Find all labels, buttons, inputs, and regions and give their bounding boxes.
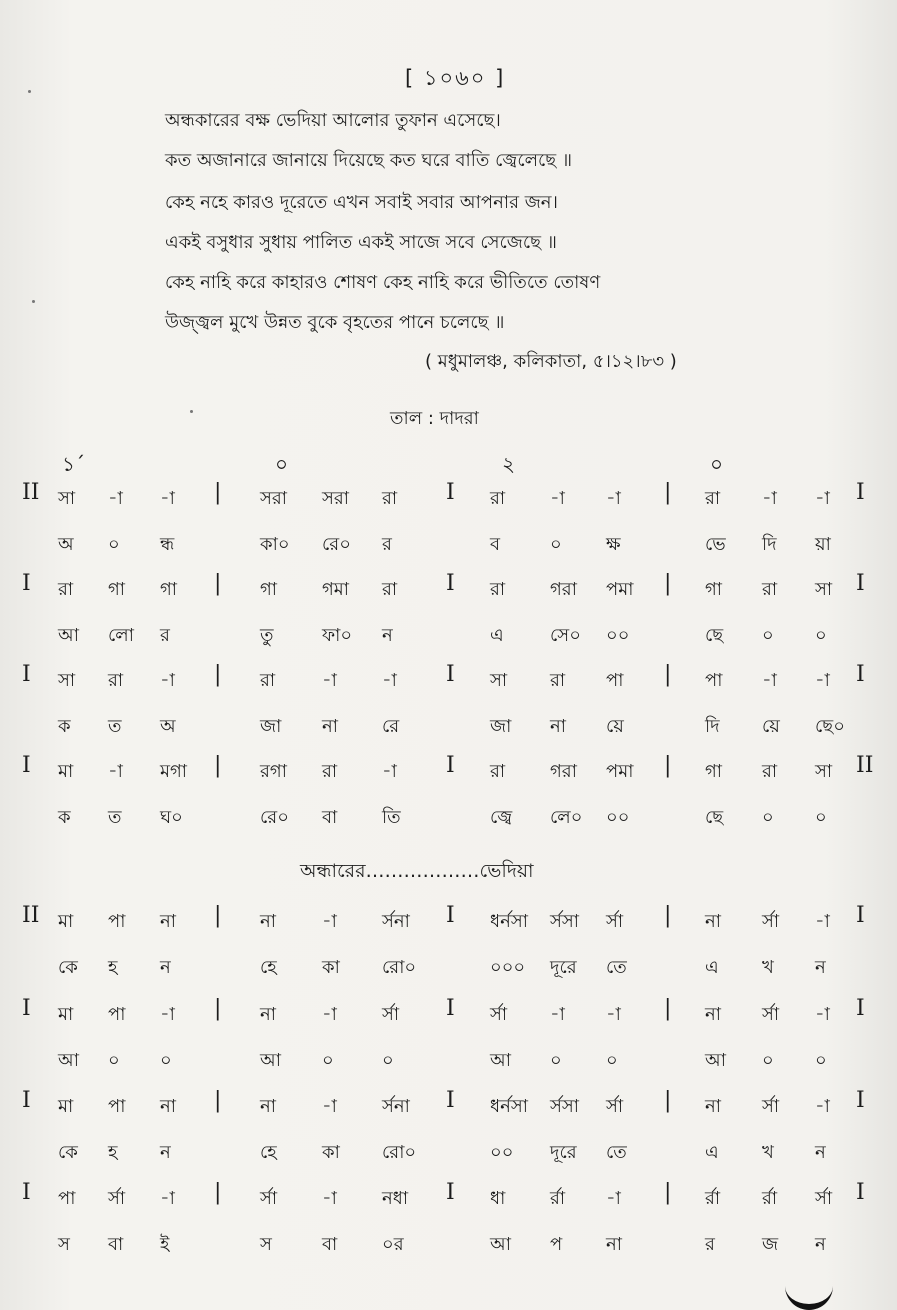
lyric-syllable: বা bbox=[322, 1234, 338, 1255]
lyric-syllable: আ bbox=[58, 625, 79, 646]
lyric-syllable: ই bbox=[160, 1234, 170, 1255]
lyric-syllable: ন bbox=[160, 957, 171, 978]
swara-note: -া bbox=[762, 670, 777, 691]
lyric-syllable: আ bbox=[490, 1050, 511, 1071]
lyric-syllable: কা bbox=[322, 957, 340, 978]
lyric-syllable: ন bbox=[160, 1142, 171, 1163]
lyric-syllable: ন bbox=[382, 625, 393, 646]
barline: I bbox=[446, 996, 455, 1021]
barline: | bbox=[214, 571, 222, 596]
lyric-syllable: ০০০ bbox=[490, 957, 526, 978]
lyric-syllable: ব bbox=[490, 534, 501, 555]
swara-note: র্সসা bbox=[550, 1096, 580, 1117]
page-number: [ ১০৬০ ] bbox=[405, 66, 506, 90]
swara-note: সা bbox=[815, 761, 833, 782]
lyric-syllable: রো০ bbox=[382, 957, 417, 978]
swara-note: সা bbox=[58, 670, 76, 691]
barline: I bbox=[446, 662, 455, 687]
lyric-syllable: ০০ bbox=[490, 1142, 514, 1163]
lyric-syllable: প bbox=[550, 1234, 563, 1255]
swara-note: রা bbox=[382, 579, 398, 600]
lyric-syllable: লে০ bbox=[550, 807, 583, 828]
section-heading: অন্ধারের………………ভেদিয়া bbox=[300, 860, 534, 882]
lyric-syllable: তি bbox=[382, 807, 401, 828]
barline: I bbox=[446, 571, 455, 596]
lyric-syllable: আ bbox=[58, 1050, 79, 1071]
lyric-syllable: জ bbox=[762, 1234, 779, 1255]
lyric-syllable: ছে bbox=[705, 807, 724, 828]
swara-note: র্সা bbox=[490, 1004, 508, 1025]
swara-note: -া bbox=[108, 488, 123, 509]
barline: | bbox=[664, 1088, 672, 1113]
lyric-syllable: জা bbox=[490, 716, 512, 737]
lyric-syllable: দি bbox=[705, 716, 720, 737]
barline-start: I bbox=[22, 1180, 31, 1205]
lyric-syllable: ০ bbox=[762, 625, 774, 646]
swara-note: র্সা bbox=[606, 911, 624, 932]
lyric-syllable: সে০ bbox=[550, 625, 581, 646]
swara-note: -া bbox=[322, 670, 337, 691]
swara-note: গা bbox=[705, 579, 723, 600]
lyric-syllable: কে bbox=[58, 1142, 78, 1163]
swara-note: পা bbox=[108, 911, 126, 932]
swara-note: পা bbox=[606, 670, 624, 691]
swara-note: না bbox=[260, 1096, 276, 1117]
barline-end: I bbox=[856, 1180, 865, 1205]
lyric-syllable: বা bbox=[108, 1234, 124, 1255]
swara-note: না bbox=[705, 911, 721, 932]
barline: I bbox=[446, 480, 455, 505]
swara-note: -া bbox=[160, 1004, 175, 1025]
swara-note: -া bbox=[160, 488, 175, 509]
swara-note: পা bbox=[705, 670, 723, 691]
paper-speck bbox=[32, 300, 35, 303]
lyric-syllable: অ bbox=[160, 716, 176, 737]
lyric-syllable: র bbox=[705, 1234, 715, 1255]
lyric-syllable: ০ bbox=[762, 1050, 774, 1071]
swara-note: ধা bbox=[490, 1188, 506, 1209]
swara-note: -া bbox=[762, 488, 777, 509]
lyric-syllable: এ bbox=[705, 957, 719, 978]
swara-note: গরা bbox=[550, 579, 577, 600]
swara-note: র্সা bbox=[762, 911, 780, 932]
lyric-syllable: ন bbox=[815, 1234, 826, 1255]
swara-note: -া bbox=[815, 1096, 830, 1117]
swara-note: -া bbox=[382, 761, 397, 782]
lyric-syllable: ০র bbox=[382, 1234, 404, 1255]
lyric-syllable: কা bbox=[322, 1142, 340, 1163]
swara-note: রা bbox=[705, 488, 721, 509]
lyric-syllable: ০ bbox=[550, 534, 562, 555]
lyric-syllable: হ bbox=[108, 1142, 118, 1163]
lyric-syllable: আ bbox=[705, 1050, 726, 1071]
lyric-syllable: র bbox=[160, 625, 170, 646]
lyric-syllable: ক bbox=[58, 716, 71, 737]
lyric-syllable: স bbox=[58, 1234, 70, 1255]
swara-note: -া bbox=[550, 1004, 565, 1025]
swara-note: সরা bbox=[322, 488, 350, 509]
lyric-syllable: হ bbox=[108, 957, 118, 978]
barline: I bbox=[446, 753, 455, 778]
barline: | bbox=[214, 996, 222, 1021]
barline-end: II bbox=[856, 753, 874, 778]
beat-marker: ০ bbox=[710, 452, 724, 476]
swara-note: গা bbox=[160, 579, 178, 600]
lyric-syllable: খ bbox=[762, 957, 774, 978]
swara-note: মা bbox=[58, 911, 74, 932]
lyric-syllable: রে bbox=[382, 716, 400, 737]
swara-note: -া bbox=[606, 1188, 621, 1209]
swara-note: -া bbox=[322, 1096, 337, 1117]
paper-speck bbox=[28, 90, 31, 93]
swara-note: র্সা bbox=[382, 1004, 400, 1025]
swara-note: -া bbox=[322, 1004, 337, 1025]
barline: | bbox=[664, 753, 672, 778]
swara-note: -া bbox=[815, 488, 830, 509]
swara-note: -া bbox=[815, 1004, 830, 1025]
swara-note: র্সা bbox=[606, 1096, 624, 1117]
swara-note: নধা bbox=[382, 1188, 409, 1209]
swara-note: রগা bbox=[260, 761, 287, 782]
swara-note: রা bbox=[490, 488, 506, 509]
beat-marker: ২ bbox=[502, 452, 516, 476]
barline: | bbox=[214, 1180, 222, 1205]
barline-start: II bbox=[22, 480, 40, 505]
barline-end: I bbox=[856, 662, 865, 687]
barline-start: II bbox=[22, 903, 40, 928]
lyric-syllable: স bbox=[260, 1234, 272, 1255]
lyric-syllable: কা০ bbox=[260, 534, 290, 555]
swara-note: র্সা bbox=[815, 1188, 833, 1209]
lyric-syllable: ক্ষ bbox=[606, 534, 621, 555]
barline-end: I bbox=[856, 571, 865, 596]
swara-note: রা bbox=[108, 670, 124, 691]
barline: | bbox=[214, 480, 222, 505]
poem-line: উজ্জ্বল মুখে উন্নত বুকে বৃহতের পানে চলেছে ॥ bbox=[165, 312, 505, 333]
lyric-syllable: জা bbox=[260, 716, 282, 737]
lyric-syllable: ০ bbox=[815, 1050, 827, 1071]
barline: | bbox=[664, 1180, 672, 1205]
swara-note: রা bbox=[550, 670, 566, 691]
lyric-syllable: হে bbox=[260, 957, 277, 978]
swara-note: র্সসা bbox=[550, 911, 580, 932]
barline-start: I bbox=[22, 1088, 31, 1113]
swara-note: গা bbox=[705, 761, 723, 782]
lyric-syllable: ০০ bbox=[606, 807, 630, 828]
lyric-syllable: ০ bbox=[322, 1050, 334, 1071]
swara-note: -া bbox=[815, 911, 830, 932]
lyric-syllable: হে bbox=[260, 1142, 277, 1163]
swara-note: রা bbox=[260, 670, 276, 691]
swara-note: মা bbox=[58, 761, 74, 782]
swara-note: র্রা bbox=[550, 1188, 566, 1209]
poem-line: অন্ধকারের বক্ষ ভেদিয়া আলোর তুফান এসেছে। bbox=[165, 110, 501, 131]
lyric-syllable: ০ bbox=[108, 534, 120, 555]
swara-note: সরা bbox=[260, 488, 288, 509]
swara-note: র্সা bbox=[260, 1188, 278, 1209]
lyric-syllable: লো bbox=[108, 625, 134, 646]
swara-note: র্সনা bbox=[382, 1096, 410, 1117]
lyric-syllable: তে bbox=[606, 1142, 627, 1163]
barline: | bbox=[214, 1088, 222, 1113]
lyric-syllable: না bbox=[550, 716, 566, 737]
lyric-syllable: দি bbox=[762, 534, 777, 555]
barline: I bbox=[446, 903, 455, 928]
swara-note: রা bbox=[762, 761, 778, 782]
swara-note: র্সা bbox=[108, 1188, 126, 1209]
lyric-syllable: ন্ধ bbox=[160, 534, 175, 555]
swara-note: সা bbox=[815, 579, 833, 600]
swara-note: ধর্নসা bbox=[490, 911, 528, 932]
swara-note: পমা bbox=[606, 761, 634, 782]
barline: I bbox=[446, 1088, 455, 1113]
lyric-syllable: ছে bbox=[705, 625, 724, 646]
swara-note: -া bbox=[550, 488, 565, 509]
lyric-syllable: র bbox=[382, 534, 392, 555]
swara-note: না bbox=[705, 1004, 721, 1025]
lyric-syllable: রে০ bbox=[260, 807, 289, 828]
swara-note: র্রা bbox=[762, 1188, 778, 1209]
lyric-syllable: ন bbox=[815, 1142, 826, 1163]
lyric-syllable: ভে bbox=[705, 534, 726, 555]
swara-note: পা bbox=[58, 1188, 76, 1209]
swara-note: না bbox=[160, 1096, 176, 1117]
tala-label: তাল : দাদরা bbox=[390, 408, 479, 429]
poem-line: কেহ নাহি করে কাহারও শোষণ কেহ নাহি করে ভীতিতে তোষণ bbox=[165, 272, 601, 293]
lyric-syllable: রো০ bbox=[382, 1142, 417, 1163]
swara-note: সা bbox=[490, 670, 508, 691]
barline-start: I bbox=[22, 571, 31, 596]
lyric-syllable: ০ bbox=[815, 807, 827, 828]
swara-note: না bbox=[160, 911, 176, 932]
lyric-syllable: ০ bbox=[762, 807, 774, 828]
swara-note: মা bbox=[58, 1004, 74, 1025]
lyric-syllable: না bbox=[322, 716, 338, 737]
swara-note: না bbox=[260, 911, 276, 932]
swara-note: র্রা bbox=[705, 1188, 721, 1209]
swara-note: গা bbox=[260, 579, 278, 600]
barline-start: I bbox=[22, 662, 31, 687]
lyric-syllable: ০ bbox=[108, 1050, 120, 1071]
lyric-syllable: ত bbox=[108, 807, 122, 828]
lyric-syllable: ক bbox=[58, 807, 71, 828]
lyric-syllable: ০ bbox=[606, 1050, 618, 1071]
swara-note: পমা bbox=[606, 579, 634, 600]
lyric-syllable: ঘ০ bbox=[160, 807, 183, 828]
swara-note: গরা bbox=[550, 761, 577, 782]
barline-end: I bbox=[856, 996, 865, 1021]
barline-start: I bbox=[22, 996, 31, 1021]
source-citation: ( মধুমালঞ্চ, কলিকাতা, ৫।১২।৮৩ ) bbox=[425, 351, 677, 372]
barline: I bbox=[446, 1180, 455, 1205]
lyric-syllable: বা bbox=[322, 807, 338, 828]
beat-marker: ০ bbox=[275, 452, 289, 476]
lyric-syllable: য়া bbox=[815, 534, 831, 555]
lyric-syllable: ০০ bbox=[606, 625, 630, 646]
lyric-syllable: ন bbox=[815, 957, 826, 978]
swara-note: পা bbox=[108, 1004, 126, 1025]
lyric-syllable: ত bbox=[108, 716, 122, 737]
swara-note: -া bbox=[815, 670, 830, 691]
swara-note: গমা bbox=[322, 579, 350, 600]
swara-note: -া bbox=[382, 670, 397, 691]
barline-end: I bbox=[856, 1088, 865, 1113]
swara-note: র্সা bbox=[762, 1004, 780, 1025]
swara-note: -া bbox=[108, 761, 123, 782]
lyric-syllable: ছে০ bbox=[815, 716, 845, 737]
barline-end: I bbox=[856, 480, 865, 505]
swara-note: ধর্নসা bbox=[490, 1096, 528, 1117]
lyric-syllable: এ bbox=[490, 625, 504, 646]
poem-line: কেহ নহে কারও দূরেতে এখন সবাই সবার আপনার জন। bbox=[165, 192, 558, 213]
lyric-syllable: য়ে bbox=[606, 716, 624, 737]
lyric-syllable: ০ bbox=[160, 1050, 172, 1071]
swara-note: -া bbox=[160, 1188, 175, 1209]
ink-mark bbox=[785, 1282, 833, 1310]
barline-end: I bbox=[856, 903, 865, 928]
barline: | bbox=[214, 903, 222, 928]
swara-note: পা bbox=[108, 1096, 126, 1117]
lyric-syllable: ফা০ bbox=[322, 625, 353, 646]
lyric-syllable: অ bbox=[58, 534, 74, 555]
lyric-syllable: ০ bbox=[382, 1050, 394, 1071]
lyric-syllable: য়ে bbox=[762, 716, 780, 737]
lyric-syllable: দূরে bbox=[550, 1142, 577, 1163]
swara-note: -া bbox=[322, 911, 337, 932]
swara-note: রা bbox=[382, 488, 398, 509]
swara-note: রা bbox=[58, 579, 74, 600]
lyric-syllable: তু bbox=[260, 625, 274, 646]
swara-note: সা bbox=[58, 488, 76, 509]
barline: | bbox=[214, 753, 222, 778]
barline: | bbox=[664, 662, 672, 687]
poem-line: কত অজানারে জানায়ে দিয়েছে কত ঘরে বাতি জ্বেলেছে ॥ bbox=[165, 150, 573, 171]
swara-note: -া bbox=[606, 1004, 621, 1025]
swara-note: রা bbox=[762, 579, 778, 600]
swara-note: মা bbox=[58, 1096, 74, 1117]
paper-speck bbox=[190, 410, 193, 413]
lyric-syllable: আ bbox=[490, 1234, 511, 1255]
lyric-syllable: না bbox=[606, 1234, 622, 1255]
swara-note: -া bbox=[606, 488, 621, 509]
beat-marker: ১´ bbox=[62, 452, 85, 476]
swara-note: র্সা bbox=[762, 1096, 780, 1117]
lyric-syllable: কে bbox=[58, 957, 78, 978]
lyric-syllable: ০ bbox=[550, 1050, 562, 1071]
swara-note: র্সনা bbox=[382, 911, 410, 932]
lyric-syllable: জ্বে bbox=[490, 807, 513, 828]
lyric-syllable: দূরে bbox=[550, 957, 577, 978]
swara-note: না bbox=[260, 1004, 276, 1025]
lyric-syllable: ০ bbox=[815, 625, 827, 646]
swara-note: মগা bbox=[160, 761, 188, 782]
barline: | bbox=[664, 480, 672, 505]
barline: | bbox=[664, 903, 672, 928]
barline: | bbox=[664, 571, 672, 596]
swara-note: রা bbox=[490, 761, 506, 782]
swara-note: -া bbox=[322, 1188, 337, 1209]
lyric-syllable: এ bbox=[705, 1142, 719, 1163]
swara-note: রা bbox=[490, 579, 506, 600]
barline-start: I bbox=[22, 753, 31, 778]
swara-note: রা bbox=[322, 761, 338, 782]
barline: | bbox=[664, 996, 672, 1021]
lyric-syllable: খ bbox=[762, 1142, 774, 1163]
lyric-syllable: তে bbox=[606, 957, 627, 978]
lyric-syllable: রে০ bbox=[322, 534, 351, 555]
swara-note: না bbox=[705, 1096, 721, 1117]
swara-note: -া bbox=[160, 670, 175, 691]
poem-line: একই বসুধার সুধায় পালিত একই সাজে সবে সেজেছে ॥ bbox=[165, 232, 557, 253]
barline: | bbox=[214, 662, 222, 687]
swara-note: গা bbox=[108, 579, 126, 600]
lyric-syllable: আ bbox=[260, 1050, 281, 1071]
